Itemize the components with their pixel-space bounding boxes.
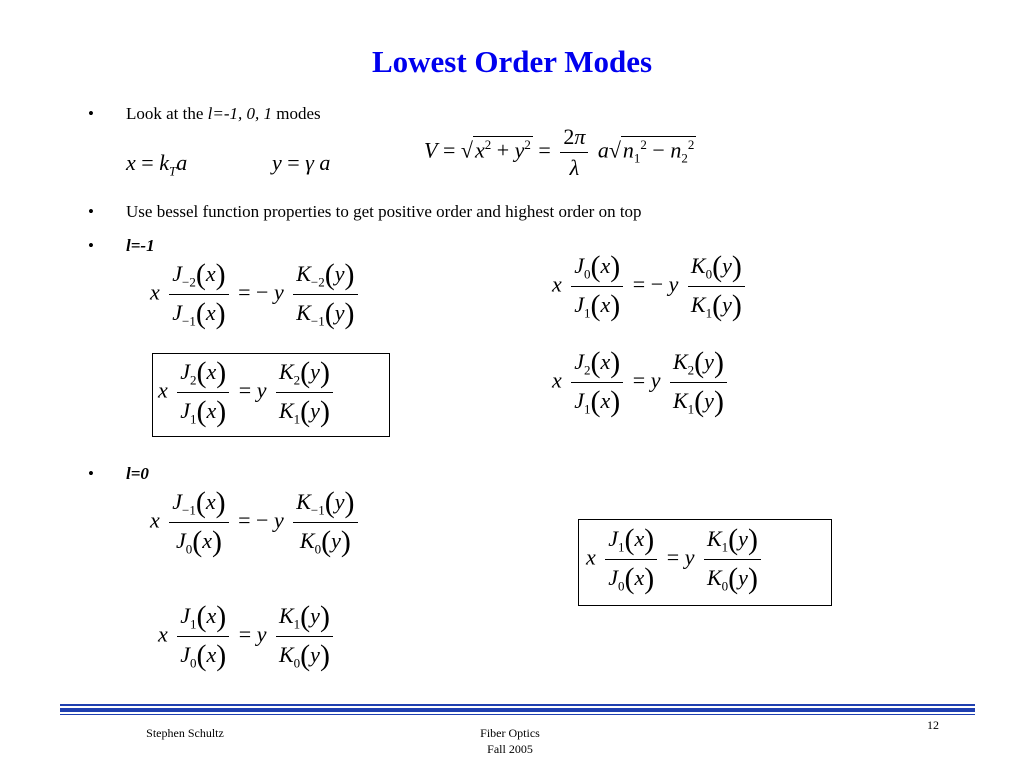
equation-l-zero-boxed: x $\frac{J_1(x)}{J_0(x)}$ = y $\frac{K_1(y)}{K_0(y)}$: [586, 523, 765, 596]
footer-course: Fiber Optics: [480, 726, 540, 740]
equation-y-definition: y = γ a: [272, 150, 331, 175]
footer-term: Fall 2005: [487, 742, 533, 756]
equation-l-zero-raw: x $\frac{J_{-1}(x)}{J_0(x)}$ = − y $\frac{K_{-1}(y)}{K_0(y)}$: [150, 486, 362, 559]
page-number: 12: [927, 718, 939, 732]
bullet-l-zero: l=0: [126, 464, 149, 483]
bullet-marker: •: [88, 236, 94, 255]
bullet-text-suffix: modes: [272, 104, 321, 123]
bullet-bessel-properties: Use bessel function properties to get positive order and highest order on top: [126, 202, 642, 221]
equation-l-minus-one-boxed: x $\frac{J_2(x)}{J_1(x)}$ = y $\frac{K_2(y)}{K_1(y)}$: [158, 356, 337, 429]
equation-l-minus-one-order-0: x $\frac{J_0(x)}{J_1(x)}$ = − y $\frac{K_0(y)}{K_1(y)}$: [552, 250, 749, 323]
page-title: Lowest Order Modes: [371, 44, 653, 79]
equation-l-minus-one-raw: x $\frac{J_{-2}(x)}{J_{-1}(x)}$ = − y $\frac{K_{-2}(y)}{K_{-1}(y)}$: [150, 258, 362, 331]
equation-l-minus-one-order-2: x $\frac{J_2(x)}{J_1(x)}$ = y $\frac{K_2(y)}{K_1(y)}$: [552, 346, 731, 419]
equation-l-zero-order-1: x $\frac{J_1(x)}{J_0(x)}$ = y $\frac{K_1(y)}{K_0(y)}$: [158, 600, 337, 673]
bullet-marker: •: [88, 464, 94, 483]
bullet-l-minus-one: l=-1: [126, 236, 155, 255]
bullet-marker: •: [88, 202, 94, 221]
footer-rule: [60, 704, 975, 715]
bullet-marker: •: [88, 104, 94, 123]
equation-x-definition: $x = k_Ta$: [126, 150, 188, 179]
bullet-text-prefix: Look at the: [126, 104, 208, 123]
equation-v-number: $V = √x^2 + y^2$ = $\frac{2\pi}{\lambda}$ $a√n_1^2 - n_2^2$: [424, 124, 695, 180]
footer-author: Stephen Schultz: [146, 726, 224, 740]
bullet-text-modes: l=-1, 0, 1: [207, 104, 273, 123]
bullet-look-at-modes: [126, 104, 321, 124]
